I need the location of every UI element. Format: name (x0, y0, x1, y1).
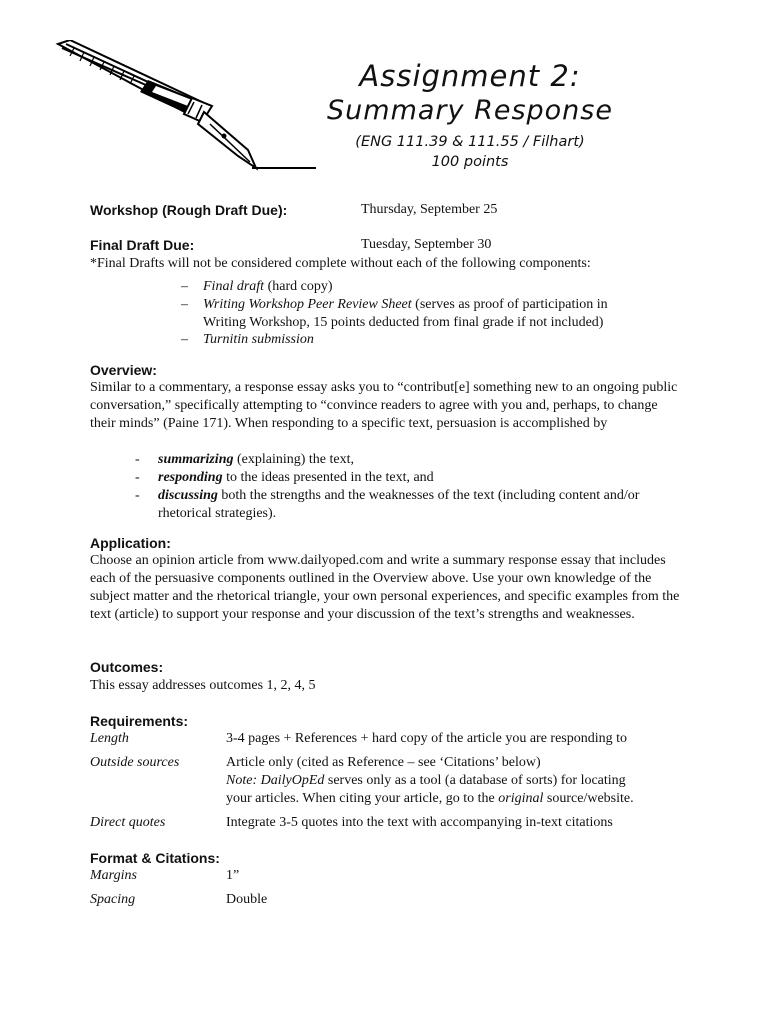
note-text: source/website. (543, 791, 634, 806)
final-draft-label: Final Draft Due: (90, 237, 195, 253)
note-prefix: Note: DailyOpEd (226, 773, 325, 788)
component-item-turnitin: Turnitin submission (203, 332, 314, 347)
component-bullet: – (181, 297, 188, 312)
direct-quotes-value: Integrate 3-5 quotes into the text with accompanying in-text citations (226, 815, 613, 830)
spacing-label: Spacing (90, 892, 136, 907)
component-detail: (serves as proof of participation in (411, 297, 608, 312)
course-info: (ENG 111.39 & 111.55 / Filhart) (355, 134, 585, 150)
component-title: Final draft (203, 279, 265, 294)
overview-heading: Overview: (90, 362, 157, 378)
requirements-heading: Requirements: (90, 713, 189, 729)
format-heading: Format & Citations: (90, 850, 220, 866)
component-bullet: – (181, 332, 188, 347)
assignment-subtitle: Summary Response (327, 95, 613, 126)
overview-key-term: discussing (158, 488, 218, 503)
application-heading: Application: (90, 535, 171, 551)
margins-value: 1” (226, 868, 240, 883)
title-block (300, 58, 640, 172)
outcomes-text: This essay addresses outcomes 1, 2, 4, 5 (90, 678, 316, 693)
component-title: Writing Workshop Peer Review Sheet (203, 297, 412, 312)
overview-item-summarizing (158, 451, 354, 469)
final-draft-date: Tuesday, September 30 (361, 237, 492, 252)
overview-key-term: summarizing (158, 452, 234, 467)
overview-key-term: responding (158, 470, 223, 485)
overview-item-continued: rhetorical strategies). (158, 506, 277, 521)
component-item-final-draft (203, 278, 332, 296)
overview-item-responding (158, 469, 434, 487)
overview-bullet: - (135, 470, 140, 485)
length-value: 3-4 pages + References + hard copy of the article you are responding to (226, 731, 628, 746)
fountain-pen-illustration (52, 40, 320, 172)
workshop-label: Workshop (Rough Draft Due): (90, 202, 288, 218)
overview-bullet: - (135, 488, 140, 503)
component-bullet: – (181, 279, 188, 294)
margins-label: Margins (90, 868, 137, 883)
outside-sources-value: Article only (cited as Reference – see ‘Citations’ below) (226, 755, 541, 770)
overview-text: Similar to a commentary, a response essay asks you to “contribut[e] something new to an ongoing public conversation,” specifically attempting to “convince readers to agree with you and, perhaps, to change their minds” (Paine 171). When responding to a specific text, persuasion is accomplished by (90, 380, 678, 431)
length-label: Length (90, 731, 129, 746)
component-detail: (hard copy) (264, 279, 333, 294)
component-item-peer-review (203, 296, 608, 314)
points-info: 100 points (431, 154, 509, 170)
note-text: serves only as a tool (a database of sorts) for locating (324, 773, 626, 788)
spacing-value: Double (226, 892, 268, 907)
component-detail-continued: Writing Workshop, 15 points deducted from final grade if not included) (203, 315, 604, 330)
direct-quotes-label: Direct quotes (90, 815, 166, 830)
application-text: Choose an opinion article from www.dailyoped.com and write a summary response essay that includes each of the persuasive components outlined in the Overview above. Use your own knowledge of the subject matter and the rhetorical triangle, your own personal experiences, and specific examples from the text (article) to support your response and your discussion of the text’s strengths and weaknesses. (90, 553, 680, 622)
note-text: your articles. When citing your article, go to the (226, 791, 499, 806)
note-emphasis: original (498, 791, 544, 806)
assignment-title: Assignment 2: (359, 59, 581, 93)
outcomes-heading: Outcomes: (90, 659, 164, 675)
outside-sources-label: Outside sources (90, 755, 180, 770)
overview-bullet: - (135, 452, 140, 467)
overview-item-text: (explaining) the text, (233, 452, 355, 467)
overview-item-text: to the ideas presented in the text, and (222, 470, 434, 485)
workshop-date: Thursday, September 25 (361, 202, 498, 217)
final-draft-note: *Final Drafts will not be considered complete without each of the following components: (90, 256, 591, 271)
outside-sources-note-line2 (226, 790, 634, 808)
outside-sources-note (226, 772, 626, 790)
overview-item-text: both the strengths and the weaknesses of the text (including content and/or (217, 488, 640, 503)
overview-item-discussing (158, 487, 639, 505)
